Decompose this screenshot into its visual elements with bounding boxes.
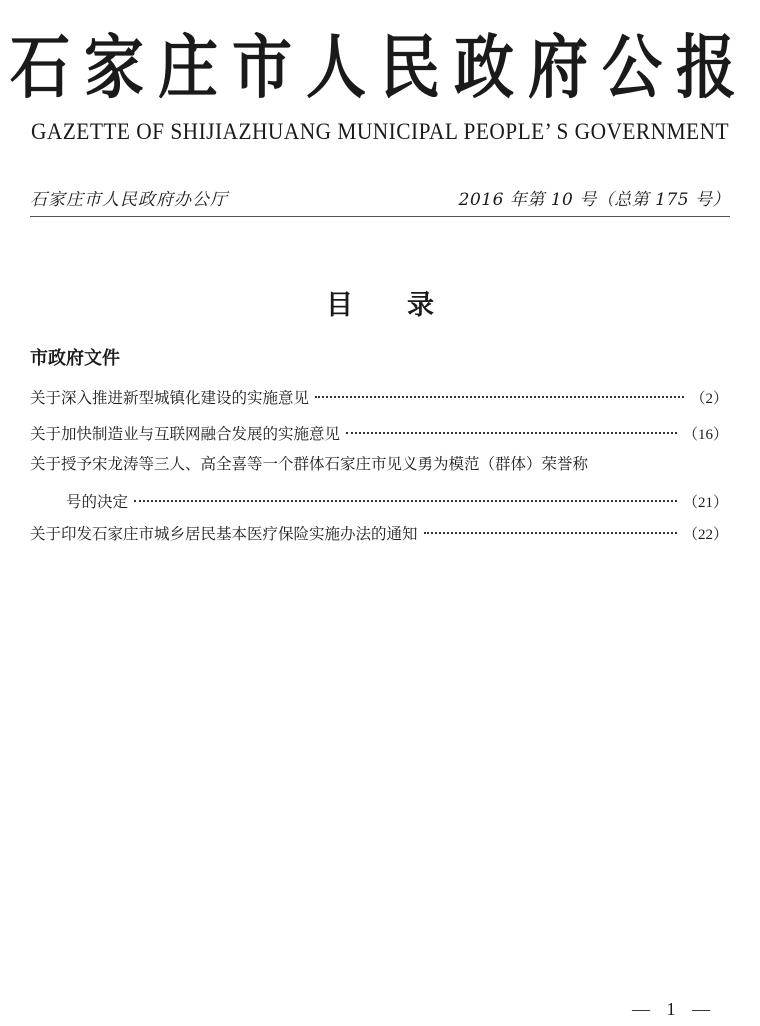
section-title: 市政府文件 — [30, 348, 120, 369]
toc-entry[interactable] — [30, 449, 728, 519]
toc-entry-page: （22） — [682, 527, 728, 543]
toc-entry-title[interactable]: 关于授予宋龙涛等三人、高全喜等一个群体石家庄市见义勇为模范（群体）荣誉称 — [30, 455, 589, 473]
toc-entry[interactable] — [30, 419, 728, 449]
publisher: 石家庄市人民政府办公厅 — [30, 190, 228, 210]
dot-leader — [134, 500, 677, 502]
toc-entry-title[interactable]: 关于深入推进新型城镇化建设的实施意见 — [30, 389, 310, 407]
toc-entry[interactable] — [30, 519, 728, 549]
toc-entry-page: （2） — [690, 391, 728, 407]
toc-entry-title[interactable]: 关于加快制造业与互联网融合发展的实施意见 — [30, 425, 341, 443]
page-number: — 1 — — [632, 999, 716, 1019]
issue-number: 2016 年第 10 号（总第 175 号） — [458, 190, 730, 210]
dot-leader — [424, 532, 677, 534]
toc-entry-page: （21） — [682, 495, 728, 511]
table-of-contents — [30, 383, 728, 549]
dot-leader — [346, 432, 677, 434]
toc-entry-title[interactable]: 关于印发石家庄市城乡居民基本医疗保险实施办法的通知 — [30, 525, 418, 543]
toc-heading: 目录 — [326, 290, 488, 321]
toc-entry[interactable] — [30, 383, 728, 419]
gazette-title: 石家庄市人民政府公报 — [10, 27, 750, 109]
issue-bar — [30, 186, 730, 217]
gazette-english-title: GAZETTE OF SHIJIAZHUANG MUNICIPAL PEOPLE’ S GOVERNMENT — [30, 119, 730, 144]
toc-entry-page: （16） — [682, 427, 728, 443]
toc-entry-title-continued[interactable]: 号的决定 — [66, 493, 129, 511]
dot-leader — [315, 396, 684, 398]
